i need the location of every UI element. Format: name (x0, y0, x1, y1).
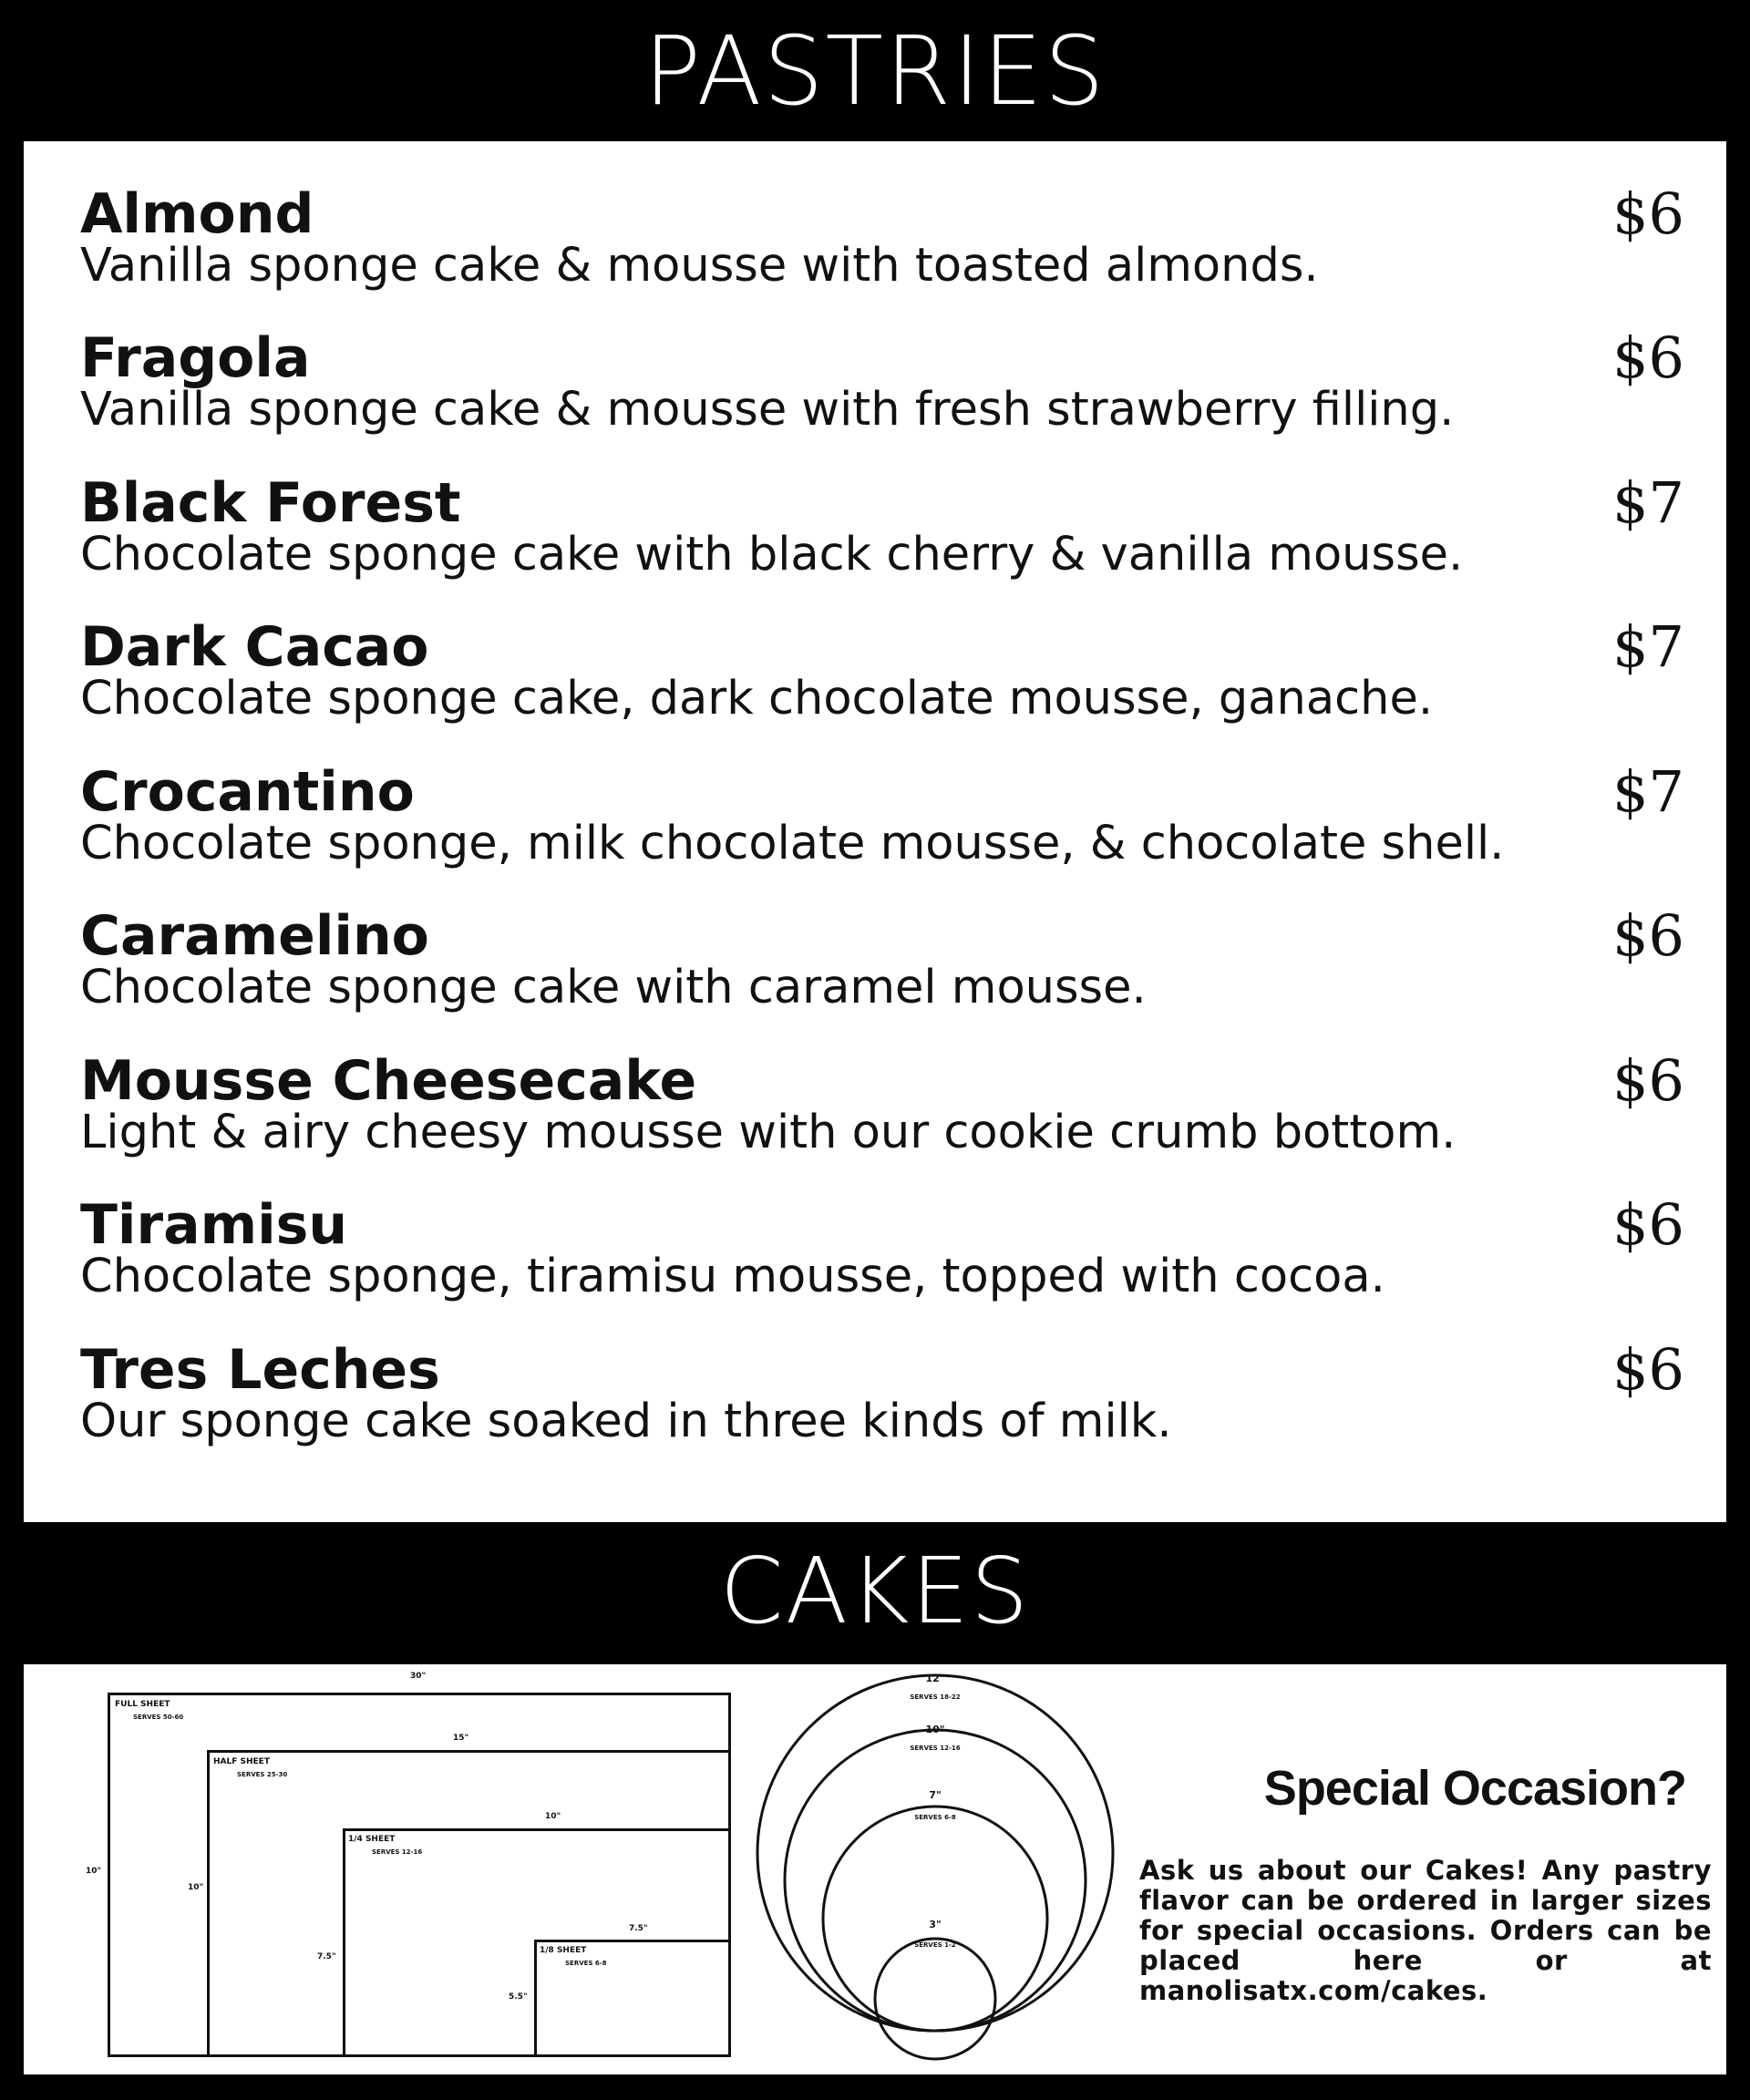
menu-item (80, 1335, 1684, 1472)
item-price: $6 (1612, 902, 1684, 969)
round-12-size: 12" (925, 1673, 945, 1684)
round-7-serves: SERVES 6-8 (914, 1814, 956, 1821)
half-sheet-name: HALF SHEET (213, 1757, 270, 1766)
item-price: $6 (1612, 1191, 1684, 1258)
item-description: Light & airy cheesy mousse with our cookie crumb bottom. (80, 1106, 1457, 1159)
round-7-size: 7" (929, 1789, 942, 1801)
menu-item (80, 612, 1684, 749)
item-name: Fragola (80, 326, 311, 390)
menu-item (80, 324, 1684, 460)
full-sheet-height: 10" (86, 1867, 102, 1876)
round-10-serves: SERVES 12-16 (910, 1745, 961, 1752)
round-10-size: 10" (925, 1724, 945, 1735)
menu-item (80, 1046, 1684, 1183)
full-sheet-name: FULL SHEET (115, 1700, 170, 1709)
eighth-sheet-outline (534, 1940, 731, 2057)
item-price: $7 (1612, 613, 1684, 680)
round-3-size: 3" (929, 1919, 942, 1930)
item-price: $7 (1612, 469, 1684, 536)
full-sheet-width: 30" (410, 1672, 427, 1681)
eighth-sheet-height: 5.5" (509, 1992, 528, 2002)
round-3-outline (875, 1939, 995, 2059)
pastries-menu-panel (24, 141, 1726, 1522)
item-price: $6 (1612, 1047, 1684, 1114)
quarter-sheet-width: 10" (545, 1812, 561, 1821)
special-occasion-text: Ask us about our Cakes! Any pastry flavor can be ordered in larger sizes for special occasions. Orders can be placed here or at manolisatx.com/cakes. (1139, 1855, 1712, 2006)
half-sheet-width: 15" (453, 1734, 469, 1743)
menu-item (80, 757, 1684, 894)
item-price: $6 (1612, 324, 1684, 391)
item-description: Our sponge cake soaked in three kinds of milk. (80, 1395, 1172, 1448)
menu-item (80, 901, 1684, 1038)
eighth-sheet-width: 7.5" (629, 1924, 648, 1933)
item-description: Vanilla sponge cake & mousse with toasted almonds. (80, 239, 1319, 293)
full-sheet-serves: SERVES 50-60 (133, 1714, 184, 1721)
quarter-sheet-height: 7.5" (317, 1952, 336, 1961)
cakes-heading: CAKES (719, 1538, 1031, 1644)
quarter-sheet-serves: SERVES 12-16 (372, 1848, 423, 1856)
pastries-heading: PASTRIES (643, 15, 1107, 127)
item-description: Vanilla sponge cake & mousse with fresh strawberry filling. (80, 383, 1455, 437)
item-name: Dark Cacao (80, 615, 429, 679)
half-sheet-serves: SERVES 25-30 (237, 1771, 288, 1778)
item-name: Mousse Cheesecake (80, 1049, 697, 1113)
item-name: Tres Leches (80, 1338, 440, 1402)
eighth-sheet-serves: SERVES 6-8 (565, 1960, 607, 1967)
item-name: Almond (80, 182, 314, 246)
item-name: Tiramisu (80, 1193, 348, 1257)
round-12-serves: SERVES 18-22 (910, 1693, 961, 1701)
special-occasion-heading: Special Occasion? (1263, 1761, 1686, 1816)
item-description: Chocolate sponge, milk chocolate mousse, & chocolate shell. (80, 817, 1505, 870)
item-description: Chocolate sponge cake with caramel mousse. (80, 961, 1147, 1014)
item-description: Chocolate sponge cake with black cherry & vanilla mousse. (80, 528, 1464, 582)
menu-item (80, 468, 1684, 605)
item-price: $6 (1612, 180, 1684, 247)
quarter-sheet-name: 1/4 SHEET (348, 1835, 396, 1844)
item-price: $6 (1612, 1336, 1684, 1403)
item-description: Chocolate sponge cake, dark chocolate mousse, ganache. (80, 672, 1434, 726)
item-price: $7 (1612, 758, 1684, 825)
menu-item (80, 180, 1684, 316)
eighth-sheet-name: 1/8 SHEET (540, 1946, 587, 1955)
item-name: Crocantino (80, 760, 415, 824)
menu-item (80, 1190, 1684, 1327)
item-name: Caramelino (80, 904, 429, 968)
item-description: Chocolate sponge, tiramisu mousse, topped with cocoa. (80, 1250, 1385, 1303)
round-3-serves: SERVES 1-2 (914, 1941, 956, 1949)
item-name: Black Forest (80, 471, 461, 535)
half-sheet-height: 10" (188, 1883, 204, 1892)
